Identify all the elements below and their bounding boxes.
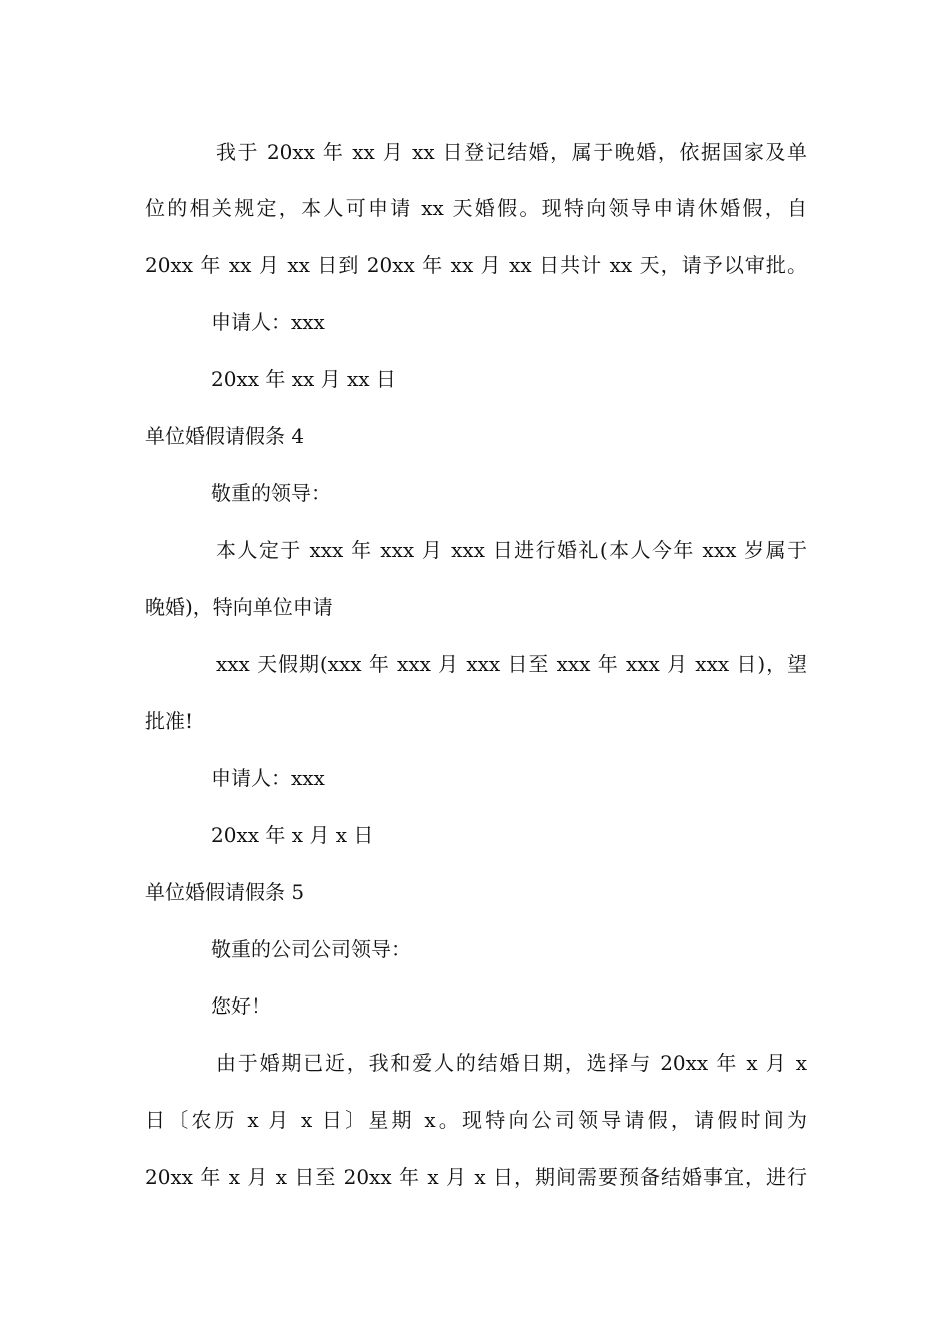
- section5-para1-line1: 由于婚期已近，我和爱人的结婚日期，选择与 20xx 年 x 月 x: [216, 1051, 807, 1075]
- section5-para1-line2: 日〔农历 x 月 x 日〕星期 x。现特向公司领导请假，请假时间为: [145, 1108, 807, 1132]
- section5-para1-line3: 20xx 年 x 月 x 日至 20xx 年 x 月 x 日，期间需要预备结婚事宜，进行: [145, 1165, 807, 1189]
- section4-para2-line2: 批准!: [145, 709, 194, 733]
- section3-applicant: 申请人：xxx: [211, 310, 325, 334]
- section3-para1-line2: 位的相关规定，本人可申请 xx 天婚假。现特向领导申请休婚假，自: [145, 196, 807, 220]
- section3-para1-line3: 20xx 年 xx 月 xx 日到 20xx 年 xx 月 xx 日共计 xx 天，请予以审批。: [145, 253, 807, 277]
- section5-heading: 单位婚假请假条 5: [145, 880, 305, 904]
- section4-date: 20xx 年 x 月 x 日: [211, 823, 374, 847]
- section3-date: 20xx 年 xx 月 xx 日: [211, 367, 396, 391]
- section4-applicant: 申请人：xxx: [211, 766, 325, 790]
- section4-salutation: 敬重的领导：: [211, 481, 331, 505]
- section5-greeting: 您好！: [211, 994, 271, 1018]
- section4-heading: 单位婚假请假条 4: [145, 424, 305, 448]
- section4-para1-line1: 本人定于 xxx 年 xxx 月 xxx 日进行婚礼(本人今年 xxx 岁属于: [216, 538, 807, 562]
- section4-para1-line2: 晚婚)，特向单位申请: [145, 595, 333, 619]
- section3-para1-line1: 我于 20xx 年 xx 月 xx 日登记结婚，属于晚婚，依据国家及单: [216, 140, 807, 164]
- section4-para2-line1: xxx 天假期(xxx 年 xxx 月 xxx 日至 xxx 年 xxx 月 xxx 日)，望: [216, 652, 807, 676]
- section5-salutation: 敬重的公司公司领导：: [211, 937, 411, 961]
